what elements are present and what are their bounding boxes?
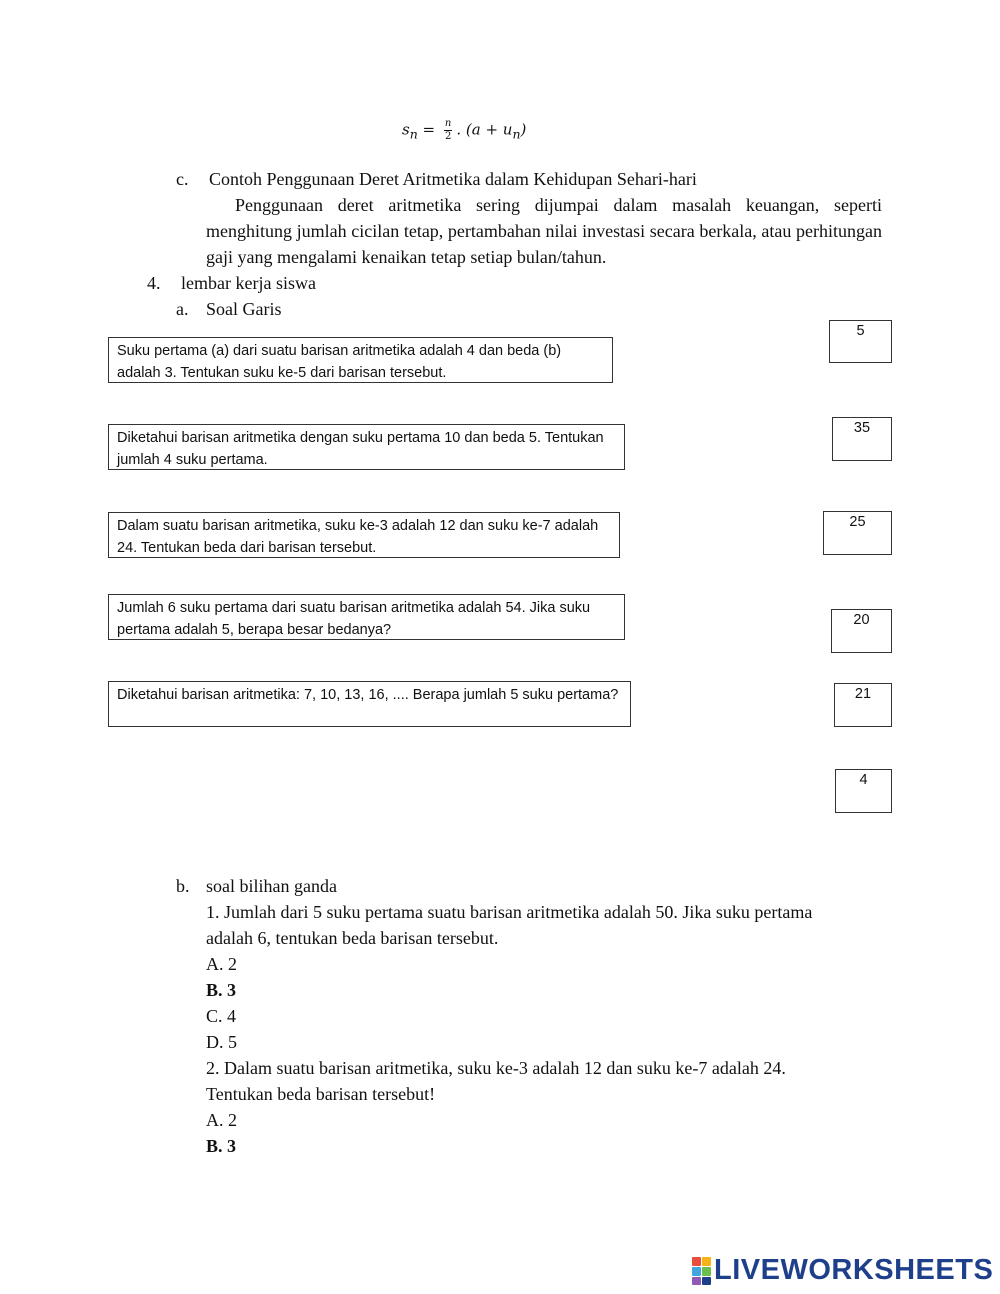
answer-box-3[interactable]: 25: [823, 511, 892, 555]
question-box-3: Dalam suatu barisan aritmetika, suku ke-3 adalah 12 dan suku ke-7 adalah 24. Tentukan beda dari barisan tersebut.: [108, 512, 620, 558]
mc2-option-a[interactable]: A. 2: [206, 1110, 237, 1130]
section-a-marker: a.: [176, 299, 189, 319]
formula-fraction: [444, 118, 452, 143]
mc2-option-b[interactable]: B. 3: [206, 1136, 237, 1156]
section-4-title: lembar kerja siswa: [181, 273, 316, 293]
mc-question-2-line2: Tentukan beda barisan tersebut!: [206, 1084, 436, 1104]
mc-question-1-line2: adalah 6, tentukan beda barisan tersebut.: [206, 928, 499, 948]
question-box-4: Jumlah 6 suku pertama dari suatu barisan aritmetika adalah 54. Jika suku pertama adalah 5, berapa besar bedanya?: [108, 594, 625, 640]
mc-question-1: [206, 899, 896, 1159]
formula-lhs: s: [402, 120, 410, 139]
answer-box-2[interactable]: 35: [832, 417, 892, 461]
mc1-option-c[interactable]: C. 4: [206, 1006, 237, 1026]
section-b-title: soal bilihan ganda: [206, 876, 337, 896]
mc1-option-a[interactable]: A. 2: [206, 954, 237, 974]
answer-box-5[interactable]: 21: [834, 683, 892, 727]
section-a-title: Soal Garis: [206, 299, 282, 319]
liveworksheets-logo-icon: [692, 1257, 710, 1283]
answer-box-4[interactable]: 20: [831, 609, 892, 653]
mc-question-2-line1: 2. Dalam suatu barisan aritmetika, suku ke-3 adalah 12 dan suku ke-7 adalah 24.: [206, 1058, 786, 1078]
formula-rhs-sub: n: [512, 126, 521, 142]
formula-rhs: . (a + u: [456, 120, 513, 139]
section-b-marker: b.: [176, 876, 190, 896]
formula-rhs-close: ): [520, 120, 527, 139]
section-c-heading: Contoh Penggunaan Deret Aritmetika dalam Kehidupan Sehari-hari: [209, 169, 697, 189]
fraction-denominator: 2: [444, 131, 452, 142]
answer-box-1[interactable]: 5: [829, 320, 892, 363]
answer-box-6[interactable]: 4: [835, 769, 892, 813]
question-box-2: Diketahui barisan aritmetika dengan suku pertama 10 dan beda 5. Tentukan jumlah 4 suku pertama.: [108, 424, 625, 470]
section-4-marker: 4.: [147, 273, 161, 293]
formula-eq: =: [422, 120, 436, 139]
formula-lhs-sub: n: [409, 126, 418, 142]
liveworksheets-logo: [692, 1250, 992, 1290]
mc1-option-d[interactable]: D. 5: [206, 1032, 237, 1052]
section-c-paragraph: Penggunaan deret aritmetika sering dijumpai dalam masalah keuangan, seperti menghitung jumlah cicilan tetap, pertambahan nilai investasi secara berkala, atau perhitungan gaji yang mengalami kenaikan tetap setiap bulan/tahun.: [206, 195, 882, 267]
mc-question-1-line1: 1. Jumlah dari 5 suku pertama suatu barisan aritmetika adalah 50. Jika suku pertama: [206, 902, 813, 922]
question-box-1: Suku pertama (a) dari suatu barisan aritmetika adalah 4 dan beda (b) adalah 3. Tentukan suku ke-5 dari barisan tersebut.: [108, 337, 613, 383]
question-box-5: Diketahui barisan aritmetika: 7, 10, 13, 16, .... Berapa jumlah 5 suku pertama?: [108, 681, 631, 727]
fraction-numerator: n: [444, 118, 452, 129]
logo-text: LIVEWORKSHEETS: [714, 1253, 994, 1286]
sum-formula: [402, 118, 526, 143]
mc1-option-b[interactable]: B. 3: [206, 980, 237, 1000]
section-c-marker: c.: [176, 169, 189, 189]
